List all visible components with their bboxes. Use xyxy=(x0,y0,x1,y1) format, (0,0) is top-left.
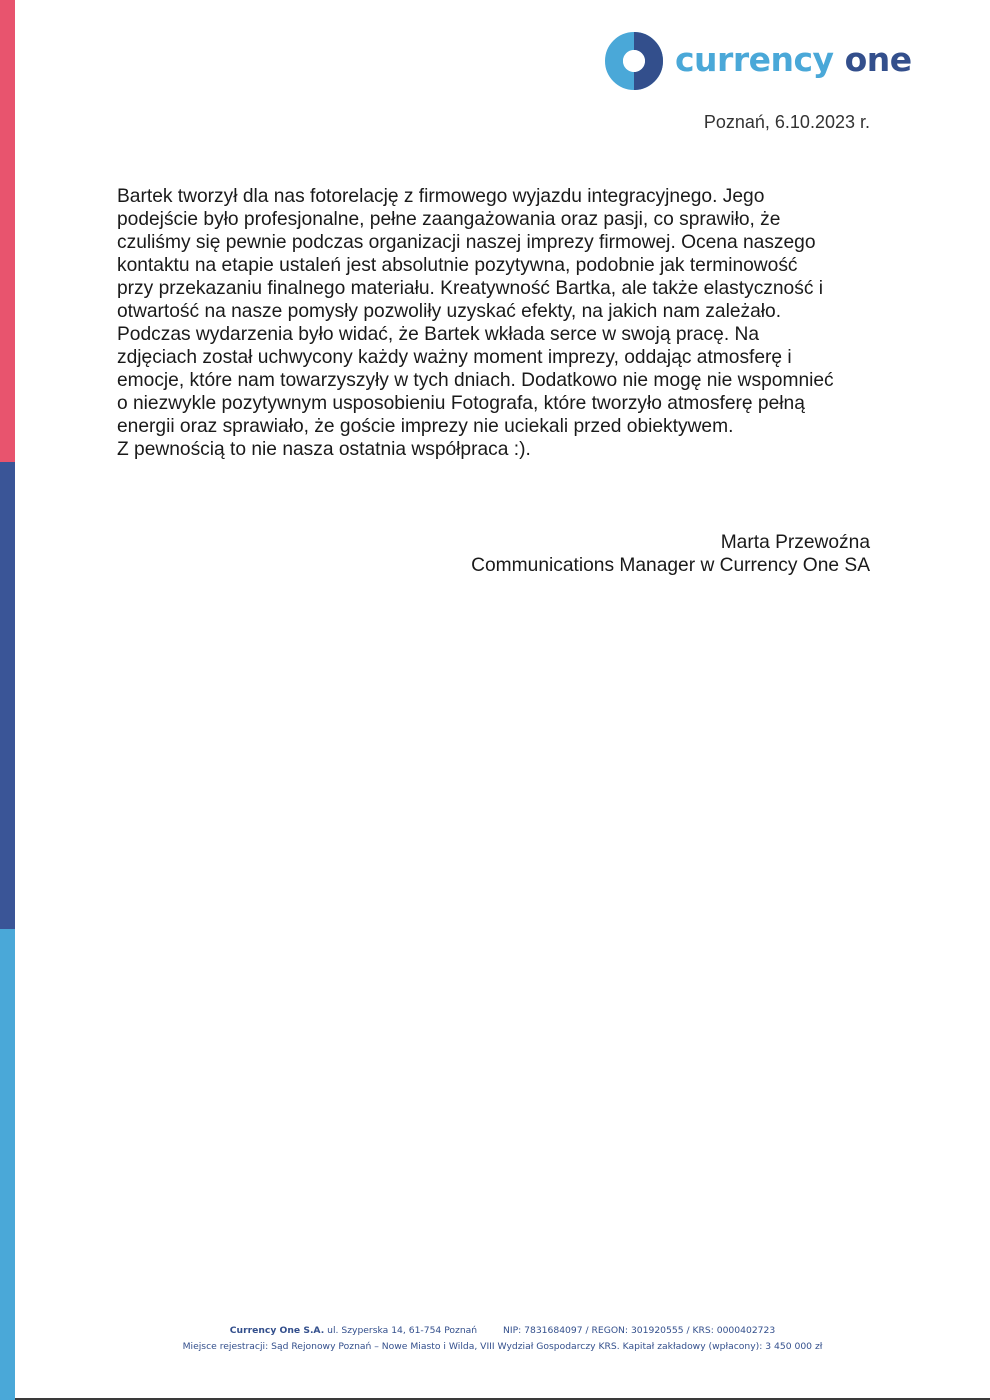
letter-line: Bartek tworzył dla nas fotorelację z firmowego wyjazdu integracyjnego. Jego xyxy=(117,186,765,207)
letter-line: zdjęciach został uchwycony każdy ważny moment imprezy, oddając atmosferę i xyxy=(117,347,792,368)
signer-name: Marta Przewoźna xyxy=(720,532,870,553)
footer-company: Currency One S.A. xyxy=(229,1325,325,1336)
company-logo xyxy=(605,32,912,90)
letter-line: czuliśmy się pewnie podczas organizacji naszej imprezy firmowej. Ocena naszego xyxy=(117,232,816,253)
letter-line: Z pewnością to nie nasza ostatnia współpraca :). xyxy=(117,439,531,460)
logo-wordmark xyxy=(675,39,912,79)
footer-line-1 xyxy=(15,1323,990,1339)
footer-registration: Miejsce rejestracji: Sąd Rejonowy Poznań – Nowe Miasto i Wilda, VIII Wydział Gospodarczy KRS. Kapitał zakładowy (wpłacony): 3 450 000 zł xyxy=(182,1341,823,1352)
letter-date: Poznań, 6.10.2023 r. xyxy=(703,112,870,132)
letter-line: energii oraz sprawiało, że goście imprezy nie uciekali przed obiektywem. xyxy=(117,416,734,437)
letterhead-footer xyxy=(15,1323,990,1355)
footer-ids: NIP: 7831684097 / REGON: 301920555 / KRS: 0000402723 xyxy=(502,1325,776,1336)
logo-word-currency: currency xyxy=(675,39,834,79)
side-stripe-navy xyxy=(0,462,15,929)
letter-line: otwartość na nasze pomysły pozwoliły uzyskać efekty, na jakich nam zależało. xyxy=(117,301,782,322)
footer-address: ul. Szyperska 14, 61-754 Poznań xyxy=(327,1325,478,1336)
letter-line: o niezwykle pozytywnym usposobieniu Fotografa, które tworzyło atmosferę pełną xyxy=(117,393,805,414)
signature-block xyxy=(471,531,870,577)
side-stripe-pink xyxy=(0,0,15,462)
signer-title: Communications Manager w Currency One SA xyxy=(471,555,870,576)
letter-body xyxy=(117,185,877,461)
letter-line: podejście było profesjonalne, pełne zaangażowania oraz pasji, co sprawiło, że xyxy=(117,209,781,230)
letter-line: Podczas wydarzenia było widać, że Bartek wkłada serce w swoją pracę. Na xyxy=(117,324,760,345)
currency-one-ring-icon xyxy=(605,32,663,90)
logo-word-one: one xyxy=(844,39,912,79)
letter-line: kontaktu na etapie ustaleń jest absolutnie pozytywna, podobnie jak terminowość xyxy=(117,255,798,276)
side-stripe-light-blue xyxy=(0,929,15,1400)
letter-line: przy przekazaniu finalnego materiału. Kreatywność Bartka, ale także elastyczność i xyxy=(117,278,824,299)
letter-line: emocje, które nam towarzyszyły w tych dniach. Dodatkowo nie mogę nie wspomnieć xyxy=(117,370,834,391)
